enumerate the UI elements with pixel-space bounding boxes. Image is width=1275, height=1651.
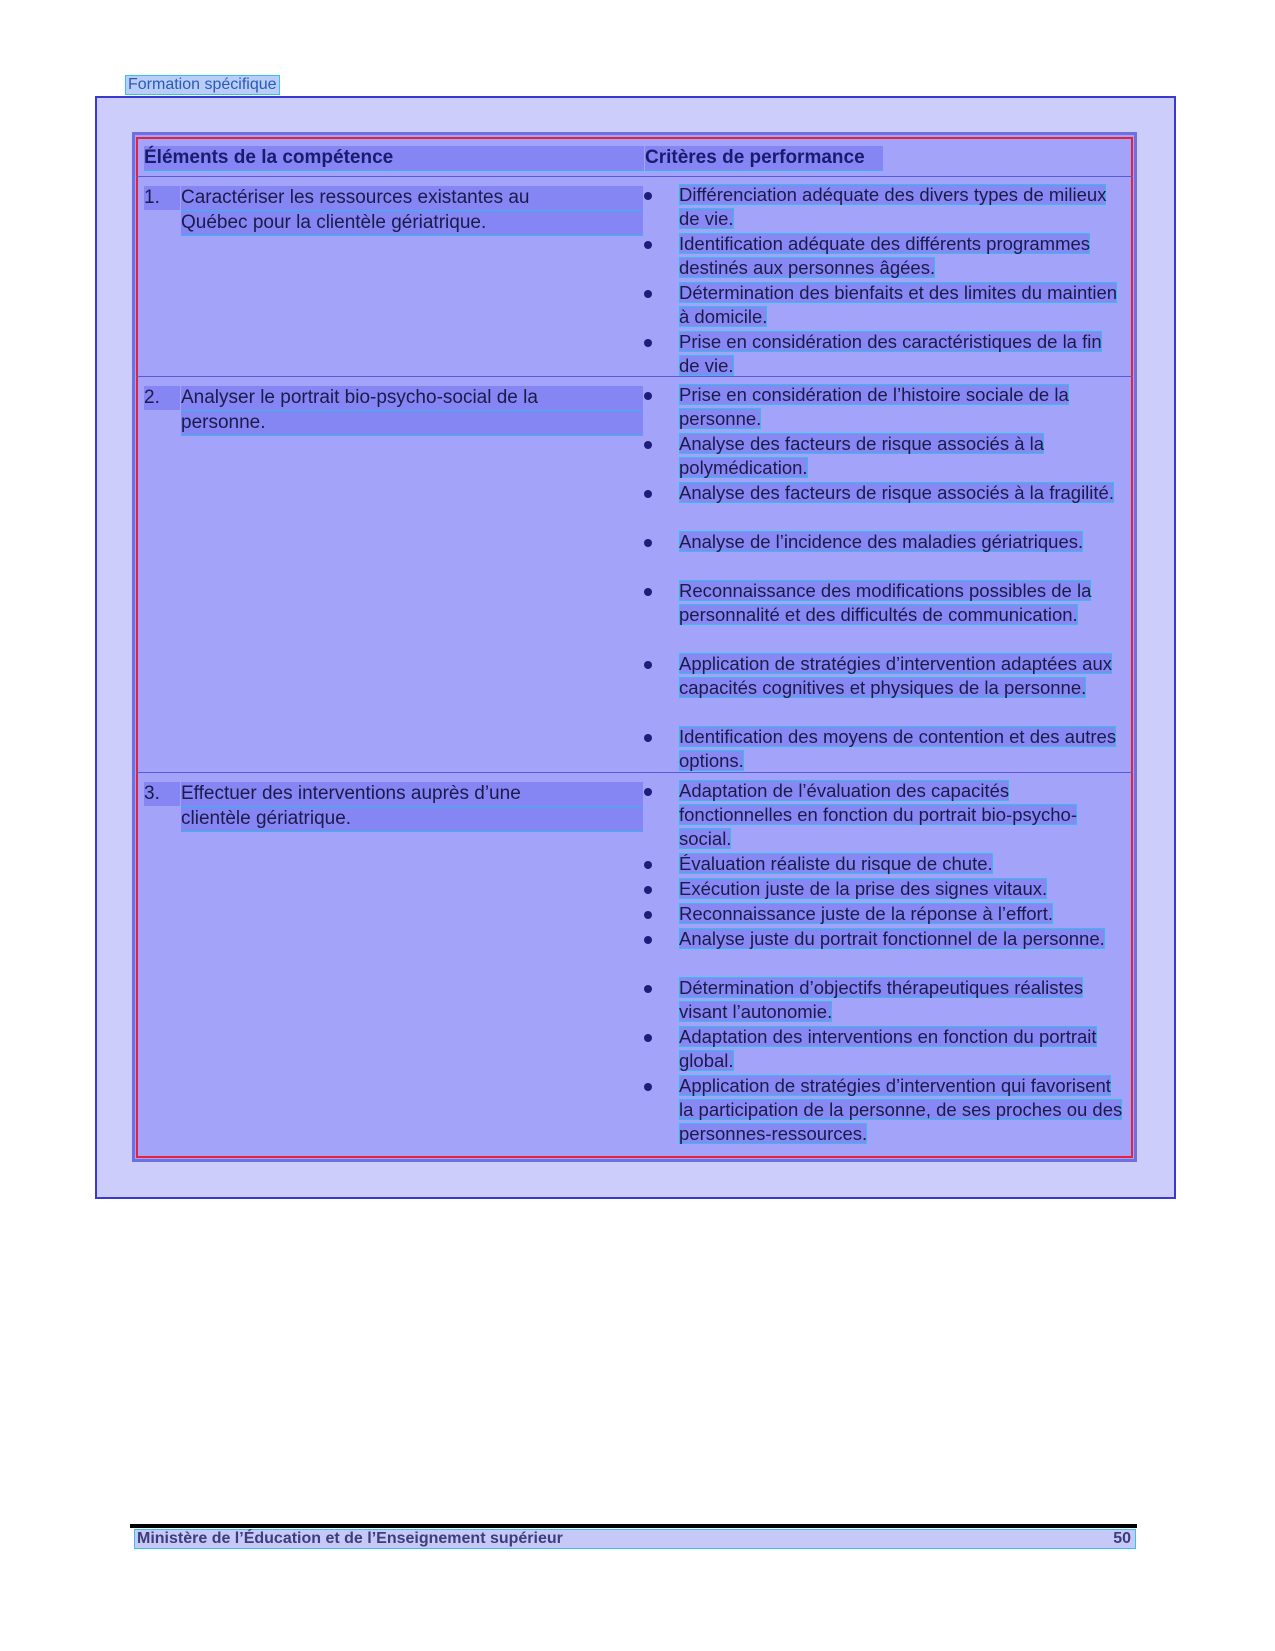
criterion-item: Reconnaissance juste de la réponse à l’effort. bbox=[644, 902, 1124, 927]
element-number: 1. bbox=[144, 186, 180, 210]
criterion-item: Adaptation de l’évaluation des capacités fonctionnelles en fonction du portrait bio-psycho-social. bbox=[644, 779, 1124, 852]
bullet-icon bbox=[644, 911, 652, 919]
element-line: Caractériser les ressources existantes au bbox=[181, 186, 643, 211]
element-text bbox=[181, 386, 643, 436]
element-number: 2. bbox=[144, 386, 180, 410]
element-line: personne. bbox=[181, 411, 643, 436]
bullet-icon bbox=[644, 241, 652, 249]
criterion-item: Reconnaissance des modifications possibles de la personnalité et des difficultés de communication. bbox=[644, 579, 1124, 652]
page-number: 50 bbox=[1113, 1530, 1131, 1547]
criterion-item: Détermination d’objectifs thérapeutiques réalistes visant l’autonomie. bbox=[644, 976, 1124, 1025]
criterion-item: Prise en considération de l’histoire sociale de la personne. bbox=[644, 383, 1124, 432]
page-footer bbox=[134, 1529, 1136, 1549]
element-line: Analyser le portrait bio-psycho-social de la bbox=[181, 386, 643, 411]
bullet-icon bbox=[644, 985, 652, 993]
bullet-icon bbox=[644, 290, 652, 298]
bullet-icon bbox=[644, 339, 652, 347]
criterion-item: Identification adéquate des différents programmes destinés aux personnes âgées. bbox=[644, 232, 1124, 281]
header-criteria: Critères de performance bbox=[645, 146, 883, 171]
criteria-list bbox=[644, 183, 1124, 379]
criterion-item: Évaluation réaliste du risque de chute. bbox=[644, 852, 1124, 877]
criterion-item: Analyse juste du portrait fonctionnel de la personne. bbox=[644, 927, 1124, 976]
criterion-item: Adaptation des interventions en fonction du portrait global. bbox=[644, 1025, 1124, 1074]
criterion-item: Identification des moyens de contention et des autres options. bbox=[644, 725, 1124, 774]
bullet-icon bbox=[644, 734, 652, 742]
bullet-icon bbox=[644, 661, 652, 669]
bullet-icon bbox=[644, 539, 652, 547]
criterion-item: Application de stratégies d’intervention adaptées aux capacités cognitives et physiques de la personne. bbox=[644, 652, 1124, 725]
criteria-list bbox=[644, 383, 1124, 774]
criterion-item: Application de stratégies d’intervention qui favorisent la participation de la personne, de ses proches ou des personnes-ressources. bbox=[644, 1074, 1124, 1147]
row-divider bbox=[136, 376, 1133, 377]
criterion-item: Exécution juste de la prise des signes vitaux. bbox=[644, 877, 1124, 902]
criterion-item: Prise en considération des caractéristiques de la fin de vie. bbox=[644, 330, 1124, 379]
criterion-item: Détermination des bienfaits et des limites du maintien à domicile. bbox=[644, 281, 1124, 330]
element-text bbox=[181, 186, 643, 236]
bullet-icon bbox=[644, 861, 652, 869]
criterion-item: Analyse des facteurs de risque associés à la fragilité. bbox=[644, 481, 1124, 530]
bullet-icon bbox=[644, 1083, 652, 1091]
element-line: clientèle gériatrique. bbox=[181, 807, 643, 832]
footer-rule bbox=[130, 1524, 1137, 1528]
bullet-icon bbox=[644, 392, 652, 400]
bullet-icon bbox=[644, 886, 652, 894]
footer-ministry: Ministère de l’Éducation et de l’Enseignement supérieur bbox=[137, 1530, 563, 1547]
criteria-list bbox=[644, 779, 1124, 1147]
bullet-icon bbox=[644, 788, 652, 796]
element-number: 3. bbox=[144, 782, 180, 806]
running-head: Formation spécifique bbox=[125, 75, 280, 95]
criterion-item: Analyse des facteurs de risque associés à la polymédication. bbox=[644, 432, 1124, 481]
criterion-item: Analyse de l’incidence des maladies gériatriques. bbox=[644, 530, 1124, 579]
criterion-item: Différenciation adéquate des divers types de milieux de vie. bbox=[644, 183, 1124, 232]
element-line: Effectuer des interventions auprès d’une bbox=[181, 782, 643, 807]
bullet-icon bbox=[644, 192, 652, 200]
bullet-icon bbox=[644, 490, 652, 498]
bullet-icon bbox=[644, 588, 652, 596]
element-text bbox=[181, 782, 643, 832]
bullet-icon bbox=[644, 441, 652, 449]
bullet-icon bbox=[644, 936, 652, 944]
header-divider bbox=[136, 176, 1133, 177]
header-elements: Éléments de la compétence bbox=[144, 146, 644, 171]
bullet-icon bbox=[644, 1034, 652, 1042]
row-divider bbox=[136, 772, 1133, 773]
element-line: Québec pour la clientèle gériatrique. bbox=[181, 211, 643, 236]
